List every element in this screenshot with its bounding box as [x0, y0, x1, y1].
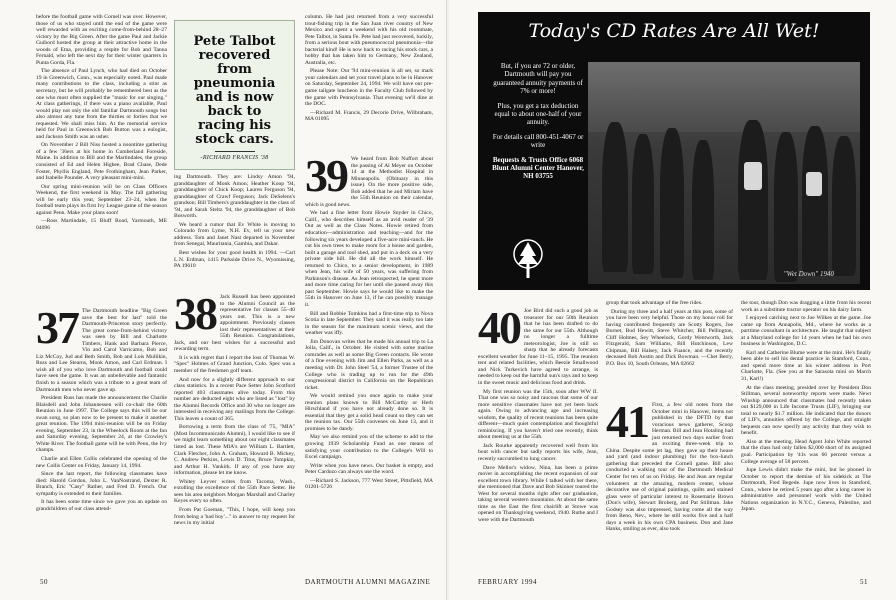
column-class40-notes [478, 308, 598, 572]
pine-tree-logo-icon [508, 238, 548, 282]
paragraph: My first reunion was the 15th, soon after WW II. That one was so noisy and raucous that some of our more sensitive classmates have not yet been back again. Owing to advancing age and increasing wisdom, the quality of recent reunions has been quite different—much quiet contemplation and thoughtful reminiscing. If you haven't tried one recently, think about meeting us at the 55th. [478, 388, 598, 441]
paragraph: We heard from Bob Nuffort about the passing of Al Meyer on October 14 at the Methodist Hospital in Minneapolis. (Obituary in this issue). On the more positive side, Bob added that he and Miriam have the 55th Reunion on their calendar, which is good news. [305, 156, 433, 208]
ad-text: Plus, you get a tax deduction equal to about one-half of your annuity. [494, 101, 582, 127]
class-number-40: 40 [478, 308, 520, 353]
paragraph: The Dartmouth headline "Big Green save the best for last" told the Dartmouth-Princeton story perfectly. The great come-from-behind victory was seen by Bill and Charlotte Timbers, Hank and Barbara Pierce, Vin and Carol Varricamo, Bob and Liz McCoy, Jud and Beth Smith, Bob and Lois Mullikin, Russ and Lee Stearns, Monk Amon, and Carl Erdman. I wish all of you who love Dartmouth and football could have seen the game. It was an unbelievable and fantastic finish to a season which was a tribute to a great team of Dartmouth men who never gave up. [36, 308, 167, 393]
paragraph: Write when you have news. Our basket is empty, and Peter Cardozo can always use the word. [305, 462, 433, 476]
paragraph: the tour, though Don was dragging a little from his recent work as a substitute tractor operator on his dairy farm. [741, 300, 871, 313]
signature: —Richard S. Jackson, 777 West Street, Pittsfield, MA 01201-5726 [305, 477, 433, 491]
paragraph: We would remind you once again to make your reunion plans known to Bill McCarthy or Herb Hirschland if you have not already done so. It is essential that they get a solid head count so they can set the reunion tax. Our 55th convenes on June 13, and it promises to be dandy. [305, 393, 433, 432]
paragraph: Dave Mellor's widow, Nina, has been a prime mover in accomplishing the recent expansion of our excellent town library. While I talked with her there, she mentioned that Dave and Bob Skinner toured the West for several months right after our graduation, taking several western mountains. At about the same time as the East the first chairlift at Stowe was opened on Thanksgiving weekend, 1940. Ruthe and I were with the Dartmouth [478, 464, 598, 523]
paragraph: Charlie and Ellen Collis celebrated the opening of the new Collis Center on Friday, January 14, 1994. [36, 456, 167, 469]
pull-quote-text: Pete Talbot recovered from pneumonia and is now back to racing his stock cars. [193, 34, 276, 147]
paragraph: It is with regret that I report the loss of Thomas W. "Spec" Holmes of Grand Junction, Colo. Spec was a member of the freshmen golf team. [174, 354, 295, 375]
ad-text: For details call 800-451-4067 or write [492, 132, 584, 150]
class-number-41: 41 [606, 402, 648, 447]
page-number-left: 50 [40, 578, 48, 586]
paragraph: At the class meeting, presided over by President Don Stillman, several noteworthy reports were made. Newt Winship announced that classmates had recently taken out $129,000 in Life Income Trusts (LIF), bringing our total to nearly $1.7 million. He indicated that the donors of LIF's, annuities offered by the College, and straight bequests can now specify any activity that they wish to benefit. [741, 384, 871, 437]
paragraph: During my three and a half years at this post, some of you have been very helpful. Those on my honor roll for having contributed frequently are Scotty Rogers, Joe Burnet, Bud Hewitt, Steve Whitcher, Bill Pellington, Cliff Holmes, Sey Wheelock, Gordy Wentworth, Jack Fitzgerald, Sam Williams, Bill Hutchinson, Lew Chipman, Bill Halsey, Jack Fuance, and the recently deceased Bob Austin and Dick Bowman. —Chet Berry, P.O. Box 10, South Orleans, MA 02662 [606, 308, 733, 367]
paragraph: Karl and Catherine Blume were at the mini. He's finally been able to sell his dental practice in Stamford, Conn., and spend more time at his winter address in Port Charlotte, Fla. (See you at the Sarasota mini on March 31, Karl!) [741, 349, 871, 383]
page-number-right: 51 [860, 578, 868, 586]
paragraph: Jupe Lewis didn't make the mini, but he phoned in October to report the demise of his sidekick at The Dartmouth, Fred Begede. Jupe now lives in Stamford, Conn., where he retired 5 years ago after a long career in administrative and personnel work with the United Nations organization in N.Y.C., Geneva, Palestine, and Japan. [741, 467, 871, 513]
photo-caption: "Wet Down" 1940 [783, 270, 834, 278]
paragraph: I enjoyed catching next to Joe Wilkes at the game. Joe came up from Annapolis, Md., where he works as a parttime consultant in architecture. He taught that subject at a Maryland college for 14 years when he had his own business in Washington, D.C. [741, 315, 871, 348]
paragraph: Joe Bird did such a good job as treasurer for our 50th Reunion that he has been drafted to do the same for our 55th. Although no longer a fulltime meteorologist, Joe is still so sharp that he already forecasts excellent weather for June 11–15, 1995. The reunion tent and related facilities, which Beezie Smallwood and Nick Turkevich have agreed to arrange, is needed to keep out the harmful sun's rays and to keep in the sweet music and delicious food and drink. [478, 308, 598, 387]
column-class39-notes [305, 156, 433, 572]
paragraph: Please Note: Our '94 mini-reunion is all set, so mark your calendars and set your travel plans to be in Hanover on Saturday, September 24, 1994. We will have our pre-game tailgate luncheon in the Faculty Club followed by the game with Pennsylvania. That evening we'll dine at the DOC. [305, 68, 433, 108]
paragraph: Since the last report, the following classmates have died: Harold Gordon, John L. VanNostrand, Dexter R. Branch, Eric "Casy" Rather, and Fred D. French. Our sympathy is extended to their families. [36, 471, 167, 497]
wet-down-photo [588, 62, 860, 284]
column-class41-continued [741, 300, 871, 572]
paragraph: Bill and Robbie Tomkins had a first-time trip to Nova Scotia in late September. They said it was really too late in the season for the maximum scenic views, and the weather was iffy. [305, 310, 433, 337]
paragraph: Borrowing a term from the class of '75, "MIA" (Most Incommunicado Alumni), I would like to see if we might learn something about our eight classmates listed as lost. These MIA's are William L. Bartlett, Clark Fletcher, John A. Graham, Howard B. Mickey, C. Andrew Perkins, Lewis D. Titus, Bruce Tompkin, and Arthur H. Vankirk. If any of you have any information, please let me know. [174, 424, 295, 477]
paragraph: From Pat Goeman, "This, I hope, will keep you from being a 'bad boy'..." in answer to my request for news in my initial [174, 506, 295, 527]
pull-quote-attribution: -RICHARD FRANCIS '38 [175, 151, 294, 161]
paragraph: On November 2 Bill Niss hosted a noontime gathering of a few '36ers at his home in Cumberland Foreside, Maine. In addition to Bill and the Martindales, the group consisted of Ed and Helen Higbee, Brad Chase, Dede Foster, Phyllis England, Pete Frothingham, Jean Parker, and Isabelle Pounder. A very pleasant mini-mini. [36, 142, 167, 182]
paragraph: ing Dartmouth. They are: Lindsy Amon '94, granddaughter of Monk Amon; Heather Koop '94, granddaughter of Chick Koop; Lauren Ferguson '94, granddaughter of Crawf Ferguson; Jack DeSelens's grandson; Bill Timbers's granddaughter in the class of '94, and Sarah Steltz '94, the granddaughter of Bob Bosworth. [174, 174, 295, 220]
paragraph: The absence of Paul Lynch, who had died on October 19 in Greenwich, Conn., was especially noted. Paul made many contributions to the class, including a stint as secretary, but he will probably be remembered best as the one who most often supplied the "music for our singing." At class gatherings, if there was a piano available, Paul would play not only the old familiar Dartmouth songs but also almost any tune from the thirties or forties that we requested. We shall miss him. At the memorial service held for Paul in Greenwich Bob Button was a eulogist, and Jackson Smith was an usher. [36, 68, 167, 140]
paragraph: Our spring mini-reunion will be on Class Officers Weekend, the first weekend in May. The fall gathering will be early this year, September 23–24, when the football team plays its first Ivy League game of the season against Penn. Make your plans soon! [36, 183, 167, 216]
paragraph: Also at the meeting, Head Agent John White reported that the class had only fallen $2,000 short of its assigned goal. Participation by '41s was 66 percent versus a College average of 58 percent. [741, 438, 871, 465]
paragraph: Jim Donovan writes that he made his annual trip to La Jolla, Calif., in October. He visited with some marine comrades as well as some Big Green contacts. He wrote of a fine evening with Jim and Ellen Parks, as well as a meeting with Dr. John Steel '54, a former Trustee of the College who is trading up to run for the 49th congressional district in California on the Republican ticket. [305, 338, 433, 391]
class-number-39: 39 [305, 156, 347, 201]
paragraph: We had a fine letter from Howie Snyder in Chico, Calif., who describes himself as an avid reader of '39 Out as well as the Class Notes. Howie retired from education—administration and teaching—and for the following six years developed a five-acre mini-ranch. He cut his own trees to make room for a house and garden, built a garage and tool shed, and put in a deck on a very private side hill. He did all the work himself. He returned to Chico, to a senior development, in 1989 when Jean, his wife of 50 years, was suffering from Parkinson's disease. As Jean retrospected, he spent more and more time caring for her until she passed away this past September. Howie says he would like to make the 55th in Hanover on June 13, if he can possibly manage it. [305, 210, 433, 309]
paragraph: group that took advantage of the free rides. [606, 300, 703, 306]
column-class41-notes [606, 402, 733, 572]
ad-text: But, if you are 72 or older, Dartmouth will pay you guaranteed annuity payments of 7% or more! [493, 62, 583, 96]
ad-body [492, 62, 584, 187]
left-page [0, 0, 447, 600]
column-class37-notes [36, 308, 167, 572]
signature: —Richard M. Francis, 29 Decorie Drive, Wilbraham, MA 01095 [305, 109, 433, 123]
paragraph: First, a few old notes from the October mini in Hanover, items not published in the DFTD by that voracious news gatherer, Scoop Herman. Bill and Jean Hotaling had just returned two days earlier from an exciting three-week trip to China. Despite some jet lag, they gave up their house and yard (and indoor plumbing) for the box-lunch gathering that preceded the Cornell game. Bill also conducted a walking tour of the Dartmouth Medical Center for ten of us on Friday. He and Jean are regular volunteers at the amazing, modern center, whose decorative use of original paintings, quilts and stained glass were of particular interest to Rosemarie Brown (Don's wife), Stewart Broberg, and Pat Stillman. Jake Godsey was also impressed, having come all the way from Reno, Nev., where he still works five and a half days a week in his own CPA business. Don and Jane Hanks, smiling as ever, also took [606, 402, 733, 533]
paragraph: It has been some time since we gave you an update on grandchildren of our class attend- [36, 499, 167, 512]
magazine-name-footer: DARTMOUTH ALUMNI MAGAZINE [305, 578, 431, 586]
issue-date-footer: FEBRUARY 1994 [478, 578, 537, 586]
paragraph: May we also remind you of the scheme to add to the growing 1939 Scholarship Fund as one means of satisfying your contribution to the College's Will to Excel campaign. [305, 434, 433, 461]
column-class36-notes [36, 14, 167, 306]
column-class40-continued [606, 300, 733, 398]
paragraph: Jack Russell has been appointed to the Alumni Council as the representative for classes 55–40 years out. This is a new appointment. Previously classes lost their representatives at their 55th Reunion. Congratulations, Jack, and our best wishes for a successful and rewarding term. [174, 294, 295, 353]
signature: Best wishes for your good health in 1994. —Carl L.N. Erdman, 1415 Parkside Drive N., Wyomissing, PA 19610 [174, 250, 295, 270]
cd-rates-advertisement [478, 12, 870, 290]
ad-contact-address: Bequests & Trusts Office 6068 Blunt Alumni Center Hanover, NH 03755 [492, 155, 584, 181]
column-class38-continued [305, 14, 433, 154]
paragraph: column. He had just returned from a very successful trout-fishing trip in the San Juan river country of New Mexico and spent a weekend with his old roommate, Pete Talbot, in Santa Fe. Pete had just recovered, luckily, from a serious bout with pneumococcal pneumonia—the bacterial kind! He is now back to racing his stock cars, a hobby that has taken him to Germany, New Zealand, Australia, etc. [305, 14, 433, 66]
paragraph: And now for a slightly different approach to our class statistics. In a recent Pace Setter John Scotford reported 403 classmates alive today. From this number are deducted eight who are listed as "lost" by the Alumni Records Office and 30 who no longer are interested in receiving any mailings from the College. This leaves a count of 365. [174, 376, 295, 422]
signature: —Ross Martindale, 15 Bluff Road, Yarmouth, ME 04096 [36, 218, 167, 231]
paragraph: Jack Rourke apparently recovered well from his bout with cancer but sadly reports his wife, Jean, recently succumbed to lung cancer. [478, 442, 598, 463]
paragraph: Whitey Leyver writes from Tacoma, Wash., extolling the excellence of the 55th Pace Setter. He sees his area neighbors Morgan Marshall and Charley Keyes every so often. [174, 478, 295, 505]
paragraph: We heard a rumor that Ev White is moving to Colorado from Lyme, N.H. Ev, tell us your new address. Tom and Janet Nast departed in November from Senegal, Mauritania, Gambia, and Dakar. [174, 221, 295, 248]
class-number-38: 38 [174, 294, 216, 339]
class-number-37: 37 [36, 308, 78, 353]
column-class37-continued [174, 174, 295, 290]
ad-headline: Today's CD Rates Are All Wet! [528, 20, 820, 42]
column-class38-notes [174, 294, 295, 572]
paragraph: President Russ has made the announcement the Charlie Blaisdell and John Johannessen will co-chair the 60th Reunion in June 1997. The College says this will be our swan song, so plan now to be present to make it another great reunion. The 1994 mini-reunion will be on Friday evening, September 23, in the Wheelock Room at the Inn and Saturday evening, September 24, at the Crowley's White River. The football game will be with Penn, the Ivy champs. [36, 395, 167, 454]
pull-quote [174, 20, 295, 170]
paragraph: before the football game with Cornell was over. However, those of us who stayed until the end of the game were well rewarded with an exciting come-from-behind 28–27 victory by the Big Green. After the game Paul and Jackie Guibord hosted the group at their attractive home in the woods of Etna, providing a respite for Bob and Tanna Fernald, who left the next day for their winter quarters in Punta Gorda, Fla. [36, 14, 167, 66]
